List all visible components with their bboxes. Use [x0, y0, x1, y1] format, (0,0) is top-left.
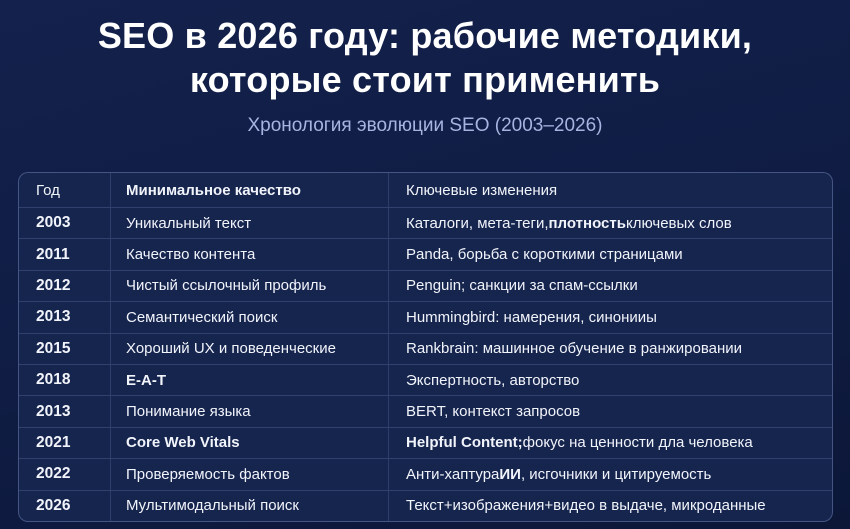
quality-cell: Core Web Vitals	[111, 428, 389, 458]
quality-cell: Уникальный текст	[111, 208, 389, 238]
year-cell: 2003	[19, 208, 111, 238]
quality-cell: Качество контента	[111, 239, 389, 269]
subtitle: Хронология эволюции SEO (2003–2026)	[247, 115, 603, 136]
changes-cell: Анти-хаптура ИИ , исгочники и цитируемость	[406, 465, 712, 483]
changes-cell: Penguin; санкции за спам-ссылки	[406, 277, 638, 295]
header-year: Год	[19, 173, 111, 207]
changes-cell: Panda, борьба с короткими страницами	[406, 246, 683, 264]
changes-cell: Экспертность, авторство	[406, 371, 580, 389]
title-line-2: которые стоит применить	[189, 59, 661, 100]
table-row	[19, 458, 832, 489]
quality-cell: Понимание языка	[111, 396, 389, 426]
year-cell: 2021	[19, 428, 111, 458]
year-cell: 2015	[19, 334, 111, 364]
table-row	[19, 207, 832, 238]
quality-cell: Хороший UX и поведенческие	[111, 334, 389, 364]
quality-cell: E-A-T	[111, 365, 389, 395]
year-cell: 2022	[19, 459, 111, 489]
table-row	[19, 333, 832, 364]
year-cell: 2013	[19, 396, 111, 426]
quality-cell: Проверяемость фактов	[111, 459, 389, 489]
page-title	[0, 14, 850, 102]
table-row	[19, 301, 832, 332]
year-cell: 2012	[19, 271, 111, 301]
changes-cell: Текст+изображения+видео в выдаче, микроданные	[406, 497, 766, 515]
changes-cell: Hummingbird: намерения, синонииы	[406, 308, 657, 326]
table-row	[19, 238, 832, 269]
changes-cell: Каталоги, мета-теги, плотность ключевых слов	[406, 214, 732, 232]
quality-cell: Мультимодальный поиск	[111, 491, 389, 521]
year-cell: 2011	[19, 239, 111, 269]
slide	[0, 14, 850, 529]
quality-cell: Семантический поиск	[111, 302, 389, 332]
changes-cell: Helpful Content; фокус на ценности дла человека	[406, 434, 753, 452]
table-header-row	[19, 173, 832, 207]
changes-cell: BERT, контекст запросов	[406, 403, 581, 421]
table-row	[19, 270, 832, 301]
seo-evolution-table	[18, 172, 833, 522]
table-row	[19, 395, 832, 426]
table-row	[19, 427, 832, 458]
table-row	[19, 490, 832, 521]
quality-cell: Чистый ссылочный профиль	[111, 271, 389, 301]
year-cell: 2026	[19, 491, 111, 521]
title-line-1: SEO в 2026 году: рабочие методики,	[97, 15, 753, 56]
year-cell: 2018	[19, 365, 111, 395]
table-body	[19, 207, 832, 521]
header-changes: Ключевые изменения	[406, 181, 558, 199]
changes-cell: Rankbrain: машинное обучение в ранжировании	[406, 340, 743, 358]
header-quality: Минимальное качество	[111, 173, 389, 207]
year-cell: 2013	[19, 302, 111, 332]
table-row	[19, 364, 832, 395]
